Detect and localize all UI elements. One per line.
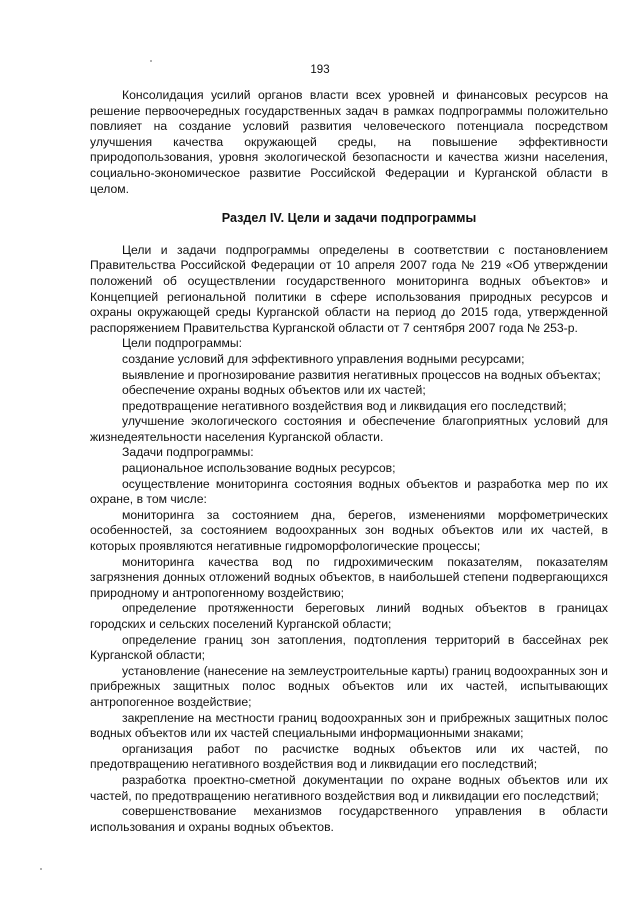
page-number: 193 bbox=[310, 64, 330, 76]
section-heading: Раздел IV. Цели и задачи подпрограммы bbox=[221, 211, 477, 226]
task-item: определение протяженности береговых линий водных объектов в границах городских и сельских поселений Курганской области; bbox=[90, 601, 608, 631]
task-item: организация работ по расчистке водных объектов или их частей, по предотвращению негативного воздействия вод и ликвидации его последствий; bbox=[90, 741, 608, 772]
task-item: определение границ зон затопления, подтопления территорий в бассейнах рек Курганской области; bbox=[90, 632, 608, 663]
basis-paragraph: Цели и задачи подпрограммы определены в соответствии с постановлением Правительства Российской Федерации от 10 апреля 2007 года № 219 «Об утверждении положений об осуществлении государственного мониторинга водных объектов» и Концепцией региональной политики в сфере использования природных ресурсов и охраны окружающей среды Курганской области на период до 2015 года, утвержденной распоряжением Правительства Курганской области от 7 сентября 2007 года № 253-р. bbox=[90, 242, 608, 335]
scan-speck bbox=[150, 60, 152, 62]
goal-item: предотвращение негативного воздействия вод и ликвидация его последствий; bbox=[122, 398, 567, 413]
task-item: мониторинга за состоянием дна, берегов, изменениями морфометрических особенностей, за состоянием водоохранных зон водных объектов или их частей, в которых проявляются негативные гидроморфологические процессы; bbox=[90, 507, 608, 554]
goal-item: обеспечение охраны водных объектов или их частей; bbox=[122, 383, 426, 398]
task-item: закрепление на местности границ водоохранных зон и прибрежных защитных полос водных объектов или их частей специальными информационными знаками; bbox=[90, 710, 608, 741]
scan-speck bbox=[40, 868, 42, 870]
task-item: установление (нанесение на землеустроительные карты) границ водоохранных зон и прибрежных защитных полос водных объектов или их частей, испытывающих антропогенное воздействие; bbox=[90, 663, 608, 709]
task-item: рациональное использование водных ресурсов; bbox=[122, 461, 396, 476]
goals-label: Цели подпрограммы: bbox=[122, 336, 242, 351]
intro-paragraph: Консолидация усилий органов власти всех уровней и финансовых ресурсов на решение первоочередных государственных задач в рамках подпрограммы положительно повлияет на создание условий развития человеческого потенциала посредством улучшения качества окружающей среды, на повышение эффективности природопользования, уровня экологической безопасности и качества жизни населения, социально-экономическое развитие Российской Федерации и Курганской области в целом. bbox=[90, 88, 608, 196]
task-item: совершенствование механизмов государственного управления в области использования и охраны водных объектов. bbox=[90, 804, 608, 834]
goal-item: улучшение экологического состояния и обеспечение благоприятных условий для жизнедеятельности населения Курганской области. bbox=[90, 414, 608, 444]
tasks-label: Задачи подпрограммы: bbox=[122, 445, 254, 460]
goal-item: создание условий для эффективного управления водными ресурсами; bbox=[122, 351, 525, 366]
goal-item: выявление и прогнозирование развития негативных процессов на водных объектах; bbox=[122, 367, 601, 382]
document-body bbox=[90, 88, 608, 835]
task-item: мониторинга качества вод по гидрохимическим показателям, показателям загрязнения донных отложений водных объектов, в наибольшей степени подвергающихся природному и антропогенному воздействию; bbox=[90, 554, 608, 600]
task-item: осуществление мониторинга состояния водных объектов и разработка мер по их охране, в том числе: bbox=[90, 476, 608, 507]
task-item: разработка проектно-сметной документации по охране водных объектов или их частей, по предотвращению негативного воздействия вод и ликвидации его последствий; bbox=[90, 772, 608, 803]
